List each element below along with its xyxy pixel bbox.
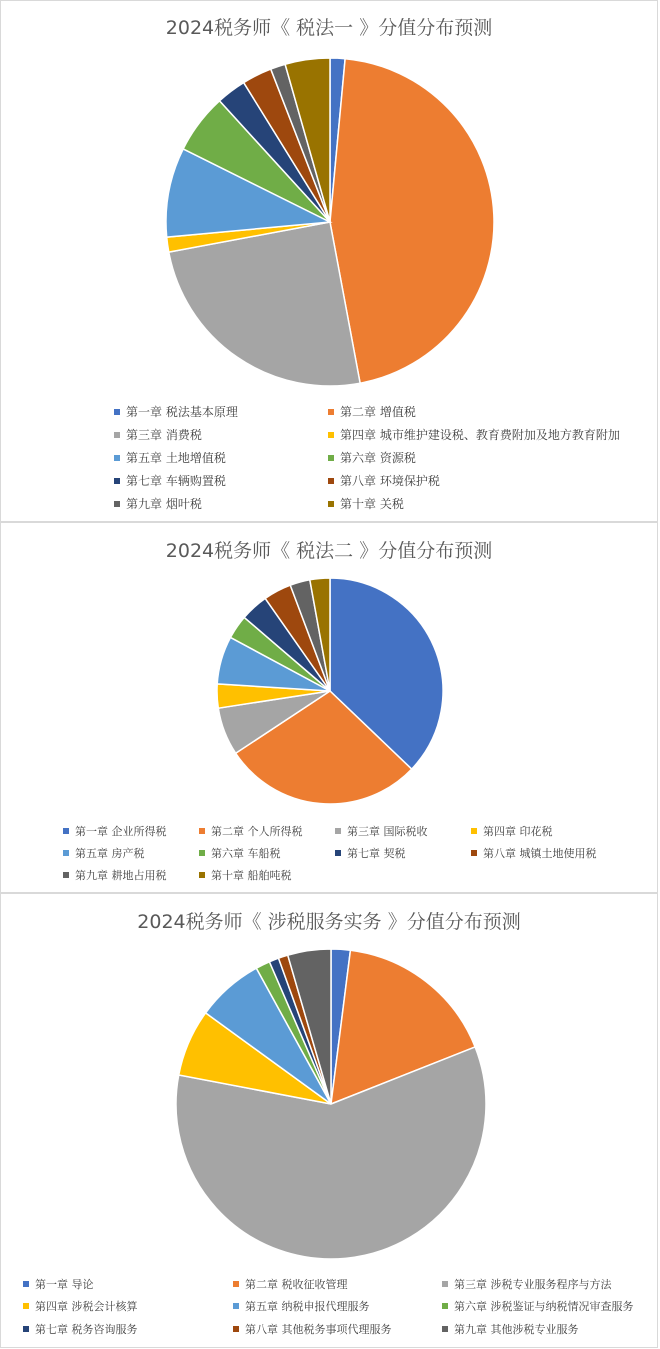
legend-item [328, 495, 404, 512]
legend-swatch [23, 1281, 29, 1287]
legend-item [199, 823, 303, 839]
legend-label: 第二章 增值税 [340, 405, 416, 419]
legend-label: 第八章 城镇土地使用税 [483, 847, 597, 860]
legend-swatch [63, 872, 69, 878]
legend-swatch [23, 1303, 29, 1309]
legend-swatch [471, 828, 477, 834]
legend-swatch [328, 409, 334, 415]
legend-swatch [442, 1281, 448, 1287]
legend-swatch [442, 1326, 448, 1332]
legend-label: 第十章 船舶吨税 [211, 869, 292, 882]
legend-label: 第二章 税收征收管理 [245, 1278, 348, 1291]
legend-swatch [199, 872, 205, 878]
legend-swatch [114, 478, 120, 484]
legend-item [471, 823, 553, 839]
chart-legend [1, 523, 657, 892]
legend-label: 第四章 涉税会计核算 [35, 1300, 138, 1313]
legend-label: 第三章 国际税收 [347, 825, 428, 838]
chart-panel-tax-law-1 [0, 0, 658, 522]
legend-swatch [328, 501, 334, 507]
legend-item [63, 867, 167, 883]
legend-label: 第八章 环境保护税 [340, 474, 440, 488]
legend-swatch [442, 1303, 448, 1309]
legend-swatch [335, 828, 341, 834]
legend-item [63, 823, 167, 839]
legend-label: 第四章 城市维护建设税、教育费附加及地方教育附加 [340, 428, 620, 442]
legend-label: 第七章 车辆购置税 [126, 474, 226, 488]
legend-item [114, 426, 202, 443]
legend-label: 第二章 个人所得税 [211, 825, 303, 838]
legend-item [23, 1298, 138, 1314]
legend-swatch [328, 455, 334, 461]
legend-item [233, 1298, 370, 1314]
legend-item [23, 1321, 138, 1337]
legend-label: 第九章 其他涉税专业服务 [454, 1323, 579, 1336]
chart-title: 2024税务师《 税法二 》分值分布预测 [165, 540, 493, 562]
legend-label: 第五章 房产税 [75, 847, 145, 860]
legend-swatch [114, 432, 120, 438]
legend-swatch [63, 850, 69, 856]
legend-item [23, 1276, 94, 1292]
chart-title: 2024税务师《 涉税服务实务 》分值分布预测 [137, 911, 521, 933]
legend-label: 第五章 土地增值税 [126, 451, 226, 465]
legend-item [63, 845, 145, 861]
legend-swatch [471, 850, 477, 856]
legend-swatch [199, 850, 205, 856]
chart-legend [1, 1, 657, 521]
legend-swatch [233, 1303, 239, 1309]
legend-swatch [114, 501, 120, 507]
legend-swatch [328, 432, 334, 438]
chart-title: 2024税务师《 税法一 》分值分布预测 [165, 17, 493, 39]
legend-label: 第八章 其他税务事项代理服务 [245, 1323, 392, 1336]
legend-label: 第一章 导论 [35, 1278, 94, 1291]
legend-label: 第三章 涉税专业服务程序与方法 [454, 1278, 612, 1291]
legend-item [114, 403, 238, 420]
legend-label: 第六章 资源税 [340, 451, 416, 465]
chart-panel-tax-service-practice [0, 893, 658, 1348]
legend-swatch [23, 1326, 29, 1332]
chart-legend [1, 894, 657, 1347]
legend-label: 第三章 消费税 [126, 428, 202, 442]
legend-label: 第一章 税法基本原理 [126, 405, 238, 419]
legend-label: 第七章 契税 [347, 847, 406, 860]
legend-swatch [335, 850, 341, 856]
legend-item [442, 1321, 579, 1337]
legend-label: 第七章 税务咨询服务 [35, 1323, 138, 1336]
legend-label: 第六章 车船税 [211, 847, 281, 860]
legend-label: 第四章 印花税 [483, 825, 553, 838]
legend-swatch [114, 409, 120, 415]
legend-item [471, 845, 597, 861]
legend-item [114, 472, 226, 489]
legend-item [114, 495, 202, 512]
legend-item [328, 472, 440, 489]
legend-item [233, 1276, 348, 1292]
legend-swatch [63, 828, 69, 834]
legend-item [442, 1276, 612, 1292]
legend-item [442, 1298, 634, 1314]
legend-label: 第六章 涉税鉴证与纳税情况审查服务 [454, 1300, 634, 1313]
chart-panel-tax-law-2 [0, 522, 658, 893]
legend-swatch [328, 478, 334, 484]
legend-item [199, 867, 292, 883]
legend-label: 第一章 企业所得税 [75, 825, 167, 838]
legend-label: 第五章 纳税申报代理服务 [245, 1300, 370, 1313]
legend-label: 第九章 烟叶税 [126, 497, 202, 511]
legend-swatch [233, 1281, 239, 1287]
legend-swatch [233, 1326, 239, 1332]
legend-swatch [114, 455, 120, 461]
legend-item [233, 1321, 392, 1337]
legend-item [199, 845, 281, 861]
legend-item [114, 449, 226, 466]
legend-item [328, 403, 416, 420]
legend-item [335, 823, 428, 839]
legend-item [328, 426, 620, 443]
legend-label: 第十章 关税 [340, 497, 404, 511]
legend-item [328, 449, 416, 466]
legend-swatch [199, 828, 205, 834]
legend-label: 第九章 耕地占用税 [75, 869, 167, 882]
legend-item [335, 845, 406, 861]
